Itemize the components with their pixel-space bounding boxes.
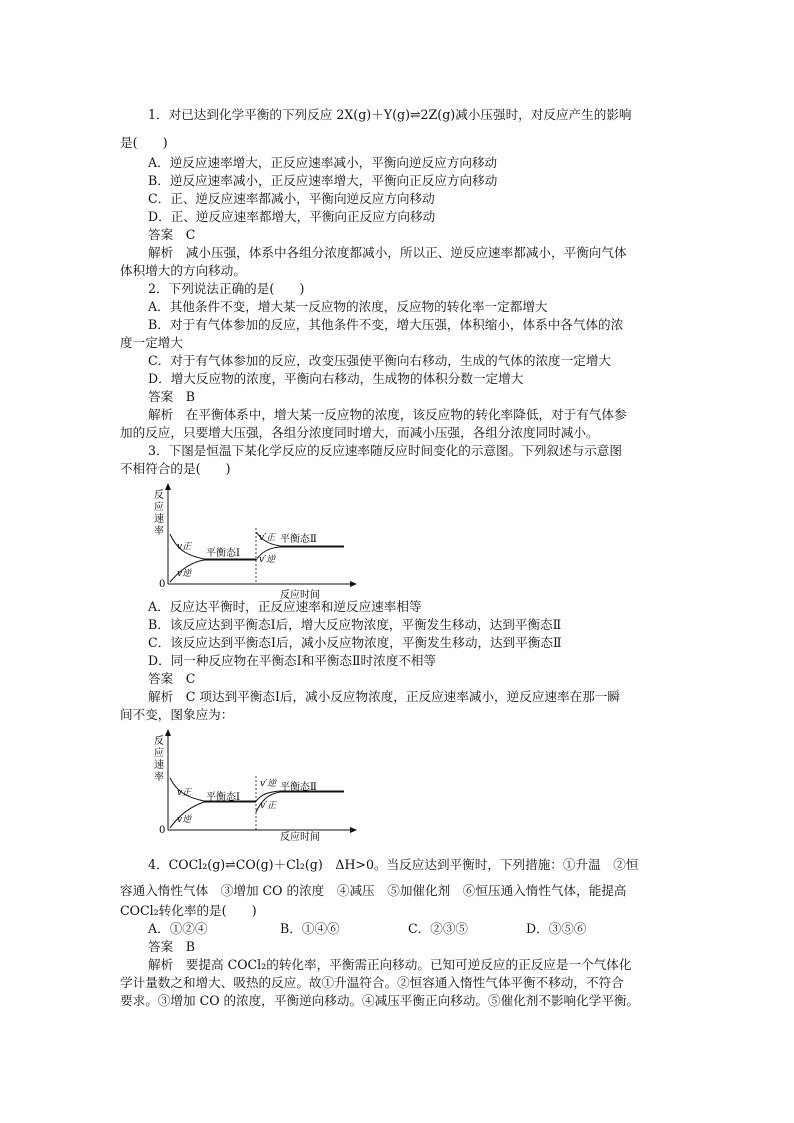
q1-answer: 答案 C xyxy=(148,227,196,242)
v-reverse-2-label: v′逆 xyxy=(259,555,276,565)
q2-option-a: A．其他条件不变，增大某一反应物的浓度，反应物的转化率一定都增大 xyxy=(148,299,548,314)
q1-stem-cont: 是( ) xyxy=(120,135,168,150)
y-label-2: 应 xyxy=(154,502,164,513)
q4-stem-cont: 容通入惰性气体 ③增加 CO 的浓度 ④减压 ⑤加催化剂 ⑥恒压通入惰性气体，能提高 xyxy=(120,883,627,898)
y-label-3: 速 xyxy=(154,514,164,525)
q3-stem: 3．下图是恒温下某化学反应的反应速率随反应时间变化的示意图。下列叙述与示意图 xyxy=(148,443,622,458)
q1-option-a: A．逆反应速率增大，正反应速率减小，平衡向逆反应方向移动 xyxy=(148,155,498,170)
q2-analysis-cont: 加的反应，只要增大压强，各组分浓度同时增大，而减小压强，各组分浓度同时减小。 xyxy=(120,425,599,440)
q1-analysis: 解析 减小压强，体系中各组分浓度都减小，所以正、逆反应速率都减小，平衡向气体 xyxy=(148,245,627,260)
rate-time-figure-2 xyxy=(140,728,360,846)
q3-analysis-cont: 间不变，图象应为： xyxy=(120,707,234,722)
q4-analysis-cont: 学计量数之和增大、吸热的反应。故①升温符合。②恒容通入惰性气体平衡不移动，不符合 xyxy=(120,975,624,990)
x-label: 反应时间 xyxy=(280,832,320,843)
q2-option-c: C．对于有气体参加的反应，改变压强使平衡向右移动，生成的气体的浓度一定增大 xyxy=(148,353,612,368)
q1-stem: 1．对已达到化学平衡的下列反应 2X(g)＋Y(g)⇌2Z(g)减小压强时，对反应产生的影响 xyxy=(148,107,632,122)
rate-time-figure-1 xyxy=(140,482,360,600)
q4-option-a: A．①②④ xyxy=(148,921,208,936)
q1-option-c: C．正、逆反应速率都减小，平衡向逆反应方向移动 xyxy=(148,191,435,206)
state-2-label: 平衡态Ⅱ xyxy=(280,534,317,545)
q4-analysis: 解析 要提高 COCl₂的转化率，平衡需正向移动。已知可逆反应的正反应是一个气体化 xyxy=(148,957,632,972)
q3-analysis: 解析 C 项达到平衡态Ⅰ后，减小反应物浓度，正反应速率减小，逆反应速率在那一瞬 xyxy=(148,689,620,704)
q3-option-a: A．反应达平衡时，正反应速率和逆反应速率相等 xyxy=(148,599,422,614)
state-2-label: 平衡态Ⅱ xyxy=(280,782,317,793)
q4-analysis-cont-2: 要求。③增加 CO 的浓度，平衡逆向移动。④减压平衡正向移动。⑤催化剂不影响化学平衡。 xyxy=(120,993,640,1008)
q4-option-b: B．①④⑥ xyxy=(280,921,340,936)
y-label-4: 率 xyxy=(154,772,164,783)
v-forward-label: v正 xyxy=(177,788,192,798)
v-reverse-label: v逆 xyxy=(177,569,192,579)
q3-answer: 答案 C xyxy=(148,671,196,686)
y-label-3: 速 xyxy=(154,760,164,771)
q2-option-b-cont: 度一定增大 xyxy=(120,335,183,350)
x-label: 反应时间 xyxy=(280,590,320,600)
q2-option-b: B．对于有气体参加的反应，其他条件不变，增大压强，体积缩小，体系中各气体的浓 xyxy=(148,317,624,332)
v-reverse-label: v逆 xyxy=(177,815,192,825)
q3-stem-cont: 不相符合的是( ) xyxy=(120,461,231,476)
v-forward-2-label: v′正 xyxy=(259,533,276,543)
q3-option-d: D．同一种反应物在平衡态Ⅰ和平衡态Ⅱ时浓度不相等 xyxy=(148,653,437,668)
origin-label: 0 xyxy=(159,825,166,836)
origin-label: 0 xyxy=(159,579,166,590)
v-forward-label: v正 xyxy=(177,542,192,552)
q3-option-c: C．该反应达到平衡态Ⅰ后，减小反应物浓度，平衡发生移动，达到平衡态Ⅱ xyxy=(148,635,562,650)
q4-options xyxy=(148,920,586,938)
q2-answer: 答案 B xyxy=(148,389,196,404)
q4-answer: 答案 B xyxy=(148,939,196,954)
q4-stem-cont-2: COCl₂转化率的是( ) xyxy=(120,903,257,918)
q2-stem: 2．下列说法正确的是( ) xyxy=(148,281,305,296)
state-1-label: 平衡态Ⅰ xyxy=(206,548,240,559)
q1-option-d: D．正、逆反应速率都增大，平衡向正反应方向移动 xyxy=(148,209,436,224)
q4-option-d: D．③⑤⑥ xyxy=(526,921,587,936)
y-label-1: 反 xyxy=(154,490,164,501)
y-label-4: 率 xyxy=(154,526,164,537)
q3-option-b: B．该反应达到平衡态Ⅰ后，增大反应物浓度，平衡发生移动，达到平衡态Ⅱ xyxy=(148,617,562,632)
q4-option-c: C．②③⑤ xyxy=(408,921,469,936)
state-1-label: 平衡态Ⅰ xyxy=(206,792,240,803)
q1-option-b: B．逆反应速率减小，正反应速率增大，平衡向正反应方向移动 xyxy=(148,173,498,188)
q2-option-d: D．增大反应物的浓度，平衡向右移动，生成物的体积分数一定增大 xyxy=(148,371,524,386)
q4-stem: 4．COCl₂(g)⇌CO(g)＋Cl₂(g) ΔH>0。当反应达到平衡时，下列措施：①升温 ②恒 xyxy=(148,857,639,872)
y-label-1: 反 xyxy=(154,736,164,747)
y-label-2: 应 xyxy=(154,748,164,759)
q1-analysis-cont: 体积增大的方向移动。 xyxy=(120,263,246,278)
v-forward-2-label: v′正 xyxy=(260,801,277,811)
v-reverse-2-label: v′逆 xyxy=(260,779,277,789)
q2-analysis: 解析 在平衡体系中，增大某一反应物的浓度，该反应物的转化率降低，对于有气体参 xyxy=(148,407,627,422)
